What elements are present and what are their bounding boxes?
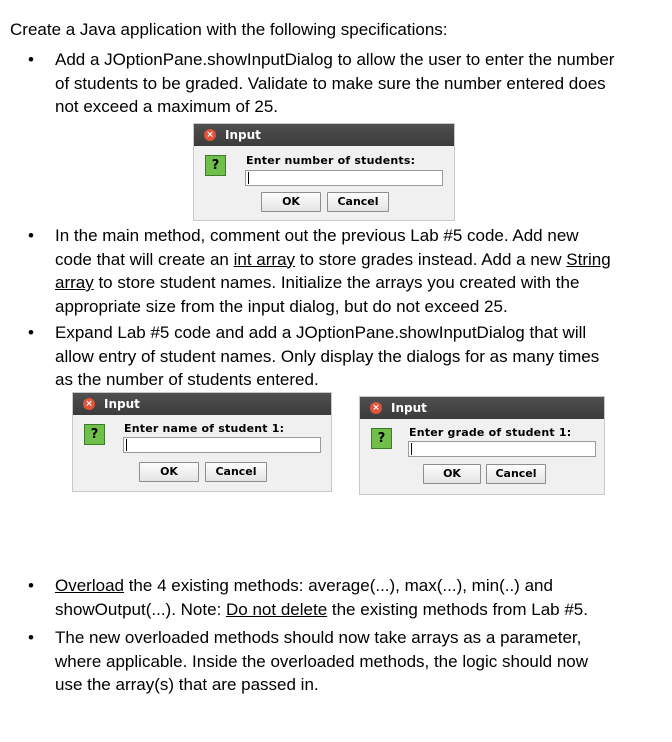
close-icon[interactable]: ×	[204, 129, 216, 141]
input-dialog-grade	[359, 396, 605, 495]
dialog-prompt: Enter grade of student 1:	[409, 426, 572, 439]
dialog-prompt: Enter number of students:	[246, 154, 416, 167]
b5-line1: The new overloaded methods should now take arrays as a parameter,	[55, 628, 582, 647]
number-of-students-input[interactable]	[245, 170, 443, 186]
dialog-title: Input	[225, 128, 261, 142]
b1-line1: Add a JOptionPane.showInputDialog to allow the user to enter the number	[55, 50, 615, 69]
text-caret	[126, 439, 127, 451]
cancel-button[interactable]: Cancel	[486, 464, 546, 484]
text-caret	[411, 443, 412, 455]
dialog-titlebar	[73, 393, 331, 415]
dialog-titlebar	[360, 397, 604, 419]
b3-line1: Expand Lab #5 code and add a JOptionPane.showInputDialog that will	[55, 323, 587, 342]
close-icon[interactable]: ×	[370, 402, 382, 414]
b1-line2: of students to be graded. Validate to make sure the number entered does	[55, 73, 606, 93]
bullet-dot: •	[28, 226, 34, 245]
student-name-input[interactable]	[123, 437, 321, 453]
string-underlined: String	[566, 249, 611, 269]
close-icon[interactable]: ×	[83, 398, 95, 410]
intro-text: Create a Java application with the following specifications:	[10, 20, 448, 39]
dialog-title: Input	[391, 401, 427, 415]
bullet-dot: •	[28, 50, 34, 69]
b4-line2: showOutput(...). Note: Do not delete the existing methods from Lab #5.	[55, 599, 588, 619]
question-icon: ?	[205, 155, 226, 176]
input-dialog-students	[193, 123, 455, 221]
bullet-dot: •	[28, 576, 34, 595]
ok-button[interactable]: OK	[139, 462, 199, 482]
ok-button[interactable]: OK	[261, 192, 321, 212]
dialog-title: Input	[104, 397, 140, 411]
b2-line1: In the main method, comment out the previous Lab #5 code. Add new	[55, 226, 579, 245]
cancel-button[interactable]: Cancel	[327, 192, 389, 212]
question-icon: ?	[84, 424, 105, 445]
b2-line4: appropriate size from the input dialog, but do not exceed 25.	[55, 296, 508, 316]
dialog-prompt: Enter name of student 1:	[124, 422, 285, 435]
dialog-titlebar	[194, 124, 454, 146]
bullet-2-text	[55, 224, 645, 318]
b5-line3: use the array(s) that are passed in.	[55, 675, 319, 694]
bullet-1-text	[55, 48, 645, 119]
b2-line2: code that will create an int array to store grades instead. Add a new String	[55, 249, 611, 269]
bullet-dot: •	[28, 323, 34, 342]
b4-line1: Overload the 4 existing methods: average(...), max(...), min(..) and	[55, 576, 553, 595]
bullet-3-text	[55, 321, 645, 392]
question-icon: ?	[371, 428, 392, 449]
input-dialog-name	[72, 392, 332, 492]
int-array-underlined: int array	[233, 249, 296, 269]
b5-line2: where applicable. Inside the overloaded methods, the logic should now	[55, 651, 589, 671]
student-grade-input[interactable]	[408, 441, 596, 457]
overload-underlined: Overload	[55, 576, 124, 595]
bullet-4-text	[55, 574, 645, 621]
cancel-button[interactable]: Cancel	[205, 462, 267, 482]
text-caret	[248, 172, 249, 184]
b3-line3: as the number of students entered.	[55, 370, 319, 389]
bullet-5-text	[55, 626, 645, 697]
bullet-dot: •	[28, 628, 34, 647]
b2-line3: array to store student names. Initialize the arrays you created with the	[55, 273, 580, 292]
ok-button[interactable]: OK	[423, 464, 481, 484]
b3-line2: allow entry of student names. Only display the dialogs for as many times	[55, 346, 600, 366]
b1-line3: not exceed a maximum of 25.	[55, 97, 279, 116]
do-not-delete-underlined: Do not delete	[226, 599, 328, 619]
array-underlined: array	[55, 273, 94, 292]
